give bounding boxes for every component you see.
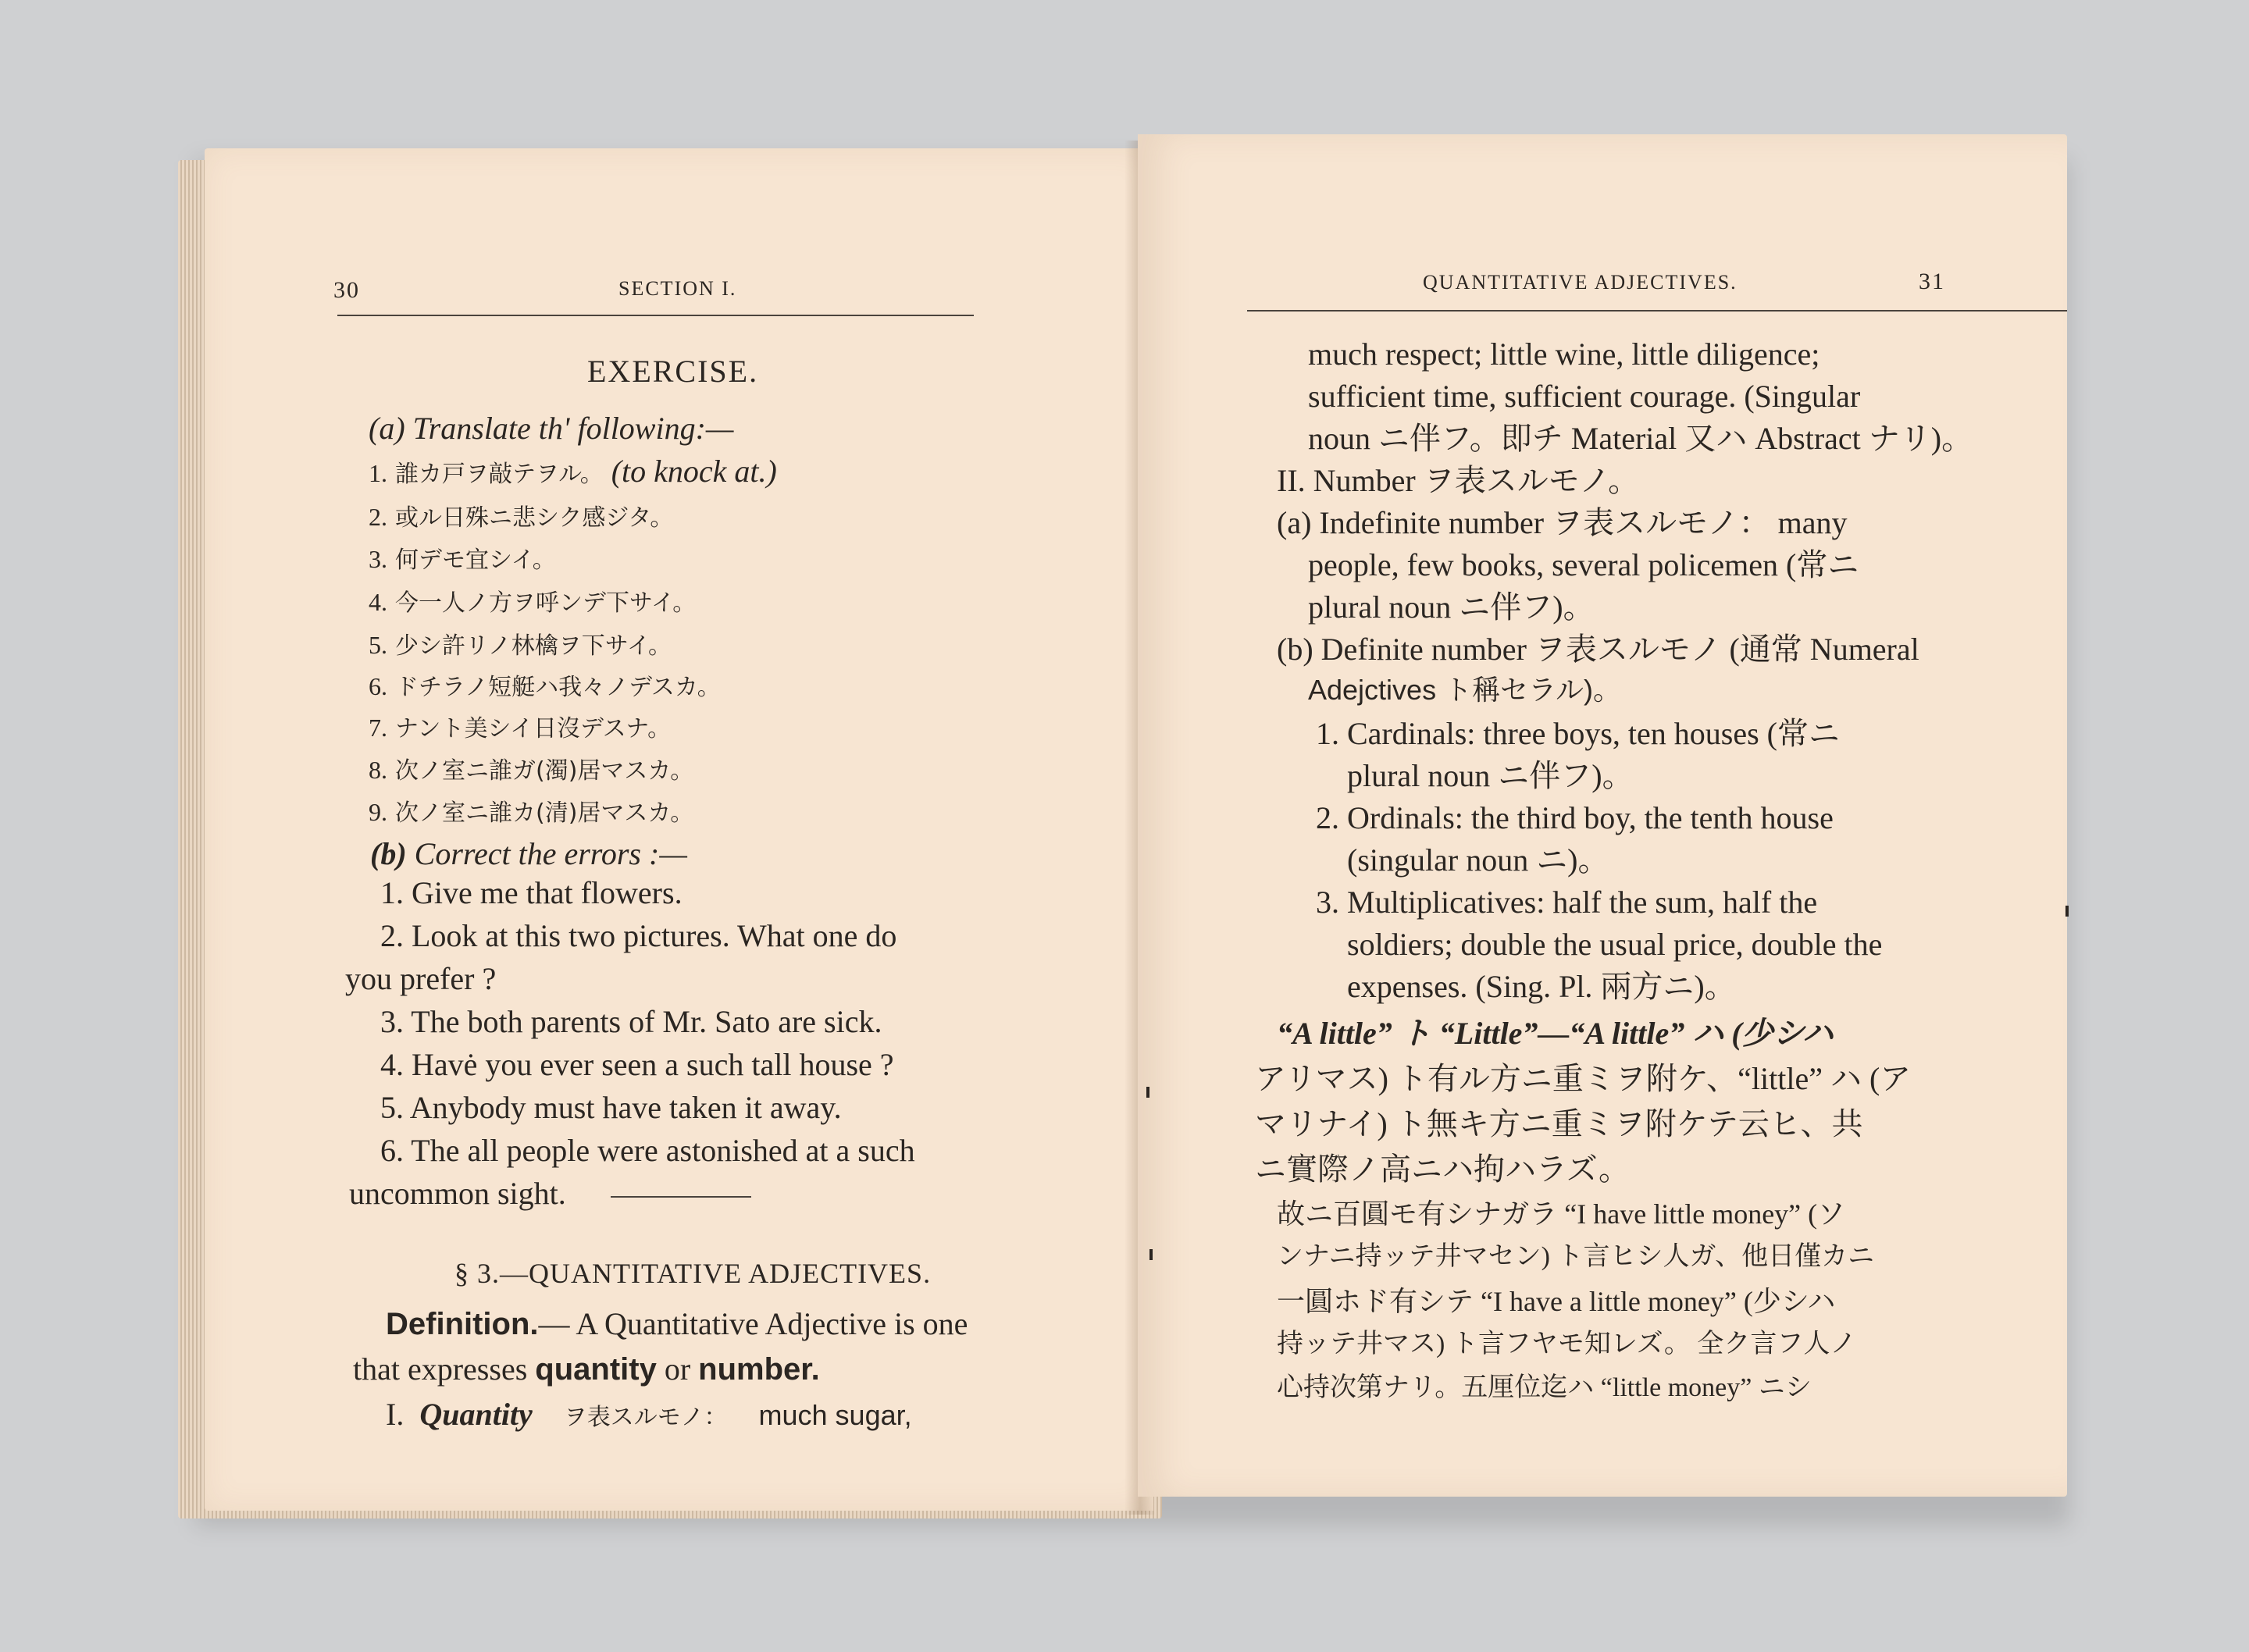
text-line: II. Number ヲ表スルモノ。: [1277, 463, 1640, 498]
part-a-label: (a): [369, 411, 405, 446]
text-line: Adejctives ト稱セラル)。: [1308, 674, 1621, 706]
item-number: 2.: [369, 503, 387, 531]
item-text: ドチラノ短艇ハ我々ノデスカ。: [395, 674, 721, 701]
left-header-rule: [337, 315, 974, 316]
part-a-heading: [369, 410, 733, 447]
item-text: 或ル日殊ニ悲シク感ジタ。: [395, 504, 674, 532]
definition-quantity: quantity: [535, 1352, 657, 1387]
translate-item: [369, 625, 672, 662]
part-b-heading: [370, 835, 687, 873]
item-number: 8.: [369, 756, 387, 784]
definition-number: number.: [698, 1352, 820, 1387]
translate-item: [369, 749, 693, 787]
translate-item: [369, 539, 556, 576]
item-number: 1.: [369, 459, 387, 487]
translate-item: [369, 582, 696, 619]
text-line: noun ニ伴フ。即チ Material 又ハ Abstract ナリ)。: [1308, 421, 1973, 456]
translate-item: [369, 453, 777, 490]
text-line: “A little” ト “Little”—“A little” ハ (少シハ: [1277, 1016, 1834, 1051]
text-line: 故ニ百圓モ有シナガラ “I have little money” (ソ: [1277, 1198, 1846, 1230]
left-running-head: SECTION I.: [618, 277, 737, 300]
right-page: [1138, 134, 2067, 1497]
text-line: sufficient time, sufficient courage. (Singular: [1308, 379, 1861, 414]
item-number: 3.: [369, 545, 387, 573]
part-b-label: (b): [370, 836, 407, 871]
binding-mark: [1149, 1249, 1153, 1260]
definition-or: or: [656, 1351, 699, 1387]
text-line: 3. Multiplicatives: half the sum, half the: [1316, 885, 1818, 920]
text-line: people, few books, several policemen (常ニ: [1308, 547, 1859, 582]
text-line: 一圓ホド有シテ “I have a little money” (少シハ: [1277, 1286, 1836, 1317]
quantity-line: [386, 1396, 912, 1433]
left-page-number: 30: [333, 277, 360, 303]
item-number: 6.: [369, 672, 387, 700]
text-line: 持ッテ井マス) ト言フヤモ知レズ。 全ク言フ人ノ: [1277, 1330, 1857, 1358]
error-line: uncommon sight.: [349, 1176, 566, 1211]
part-a-instruction: Translate th' following:—: [412, 411, 734, 446]
error-line: 6. The all people were astonished at a such: [380, 1133, 915, 1168]
definition-line-1: [386, 1305, 968, 1343]
item-note: (to knock at.): [611, 454, 777, 489]
text-line: (singular noun ニ)。: [1347, 842, 1609, 878]
item-text: 今一人ノ方ヲ呼ンデ下サイ。: [395, 589, 697, 617]
text-line: マリナイ) ト無キ方ニ重ミヲ附ケテ云ヒ、共: [1255, 1106, 1863, 1141]
error-line: 2. Look at this two pictures. What one do: [380, 918, 897, 953]
item-text: ナント美シイ日沒デスナ。: [395, 715, 672, 742]
right-running-head: QUANTITATIVE ADJECTIVES.: [1423, 271, 1738, 294]
error-line: 3. The both parents of Mr. Sato are sick.: [380, 1004, 882, 1039]
text-line: plural noun ニ伴フ)。: [1308, 589, 1595, 625]
section-heading: § 3.—QUANTITATIVE ADJECTIVES.: [454, 1258, 932, 1289]
exercise-title: EXERCISE.: [587, 354, 759, 389]
item-text: 少シ許リノ林檎ヲ下サイ。: [395, 632, 672, 660]
definition-term: Definition.: [386, 1307, 539, 1341]
text-line: アリマス) ト有ル方ニ重ミヲ附ケ、“little” ハ (ア: [1255, 1061, 1912, 1096]
item-text: 何デモ宜シイ。: [395, 547, 556, 574]
text-line: plural noun ニ伴フ)。: [1347, 758, 1634, 793]
definition-text: — A Quantitative Adjective is one: [538, 1306, 968, 1341]
text-line: much respect; little wine, little diligence;: [1308, 336, 1820, 372]
text-line: (b) Definite number ヲ表スルモノ (通常 Numeral: [1277, 632, 1919, 667]
text-line: soldiers; double the usual price, double the: [1347, 927, 1883, 962]
text-line: 2. Ordinals: the third boy, the tenth house: [1316, 800, 1834, 835]
definition-line-2: [353, 1351, 820, 1388]
item-number: 9.: [369, 798, 387, 826]
error-line: 5. Anybody must have taken it away.: [380, 1090, 842, 1125]
text-line: (a) Indefinite number ヲ表スルモノ： many: [1277, 505, 1848, 540]
quantity-num: I.: [386, 1397, 405, 1432]
text-line: 1. Cardinals: three boys, ten houses (常ニ: [1316, 716, 1840, 751]
error-line: 1. Give me that flowers.: [380, 875, 683, 910]
item-text: 次ノ室ニ誰カ(清)居マスカ。: [395, 799, 694, 827]
item-text: 次ノ室ニ誰ガ(濁)居マスカ。: [395, 757, 694, 785]
quantity-examples: much sugar,: [758, 1399, 912, 1431]
item-number: 7.: [369, 714, 387, 742]
left-page: [205, 148, 1153, 1511]
text-line: ニ實際ノ高ニハ拘ハラズ。: [1255, 1152, 1630, 1187]
text-line: 心持次第ナリ。五厘位迄ハ “little money” ニシ: [1277, 1373, 1812, 1402]
translate-item: [369, 666, 721, 703]
translate-item: [369, 707, 671, 745]
item-number: 5.: [369, 631, 387, 659]
quantity-jp: ヲ表スルモノ：: [563, 1404, 728, 1431]
item-text: 誰カ戸ヲ敲テヲル。: [395, 461, 604, 488]
error-line: 4. Havė you ever seen a such tall house ?: [380, 1047, 894, 1082]
binding-mark: [1146, 1087, 1149, 1098]
part-b-instruction: Correct the errors :—: [414, 836, 687, 871]
section-divider: [611, 1196, 751, 1198]
right-page-number: 31: [1919, 269, 1945, 294]
text-line: expenses. (Sing. Pl. 兩方ニ)。: [1347, 969, 1736, 1004]
translate-item: [369, 497, 673, 534]
quantity-term: Quantity: [419, 1397, 533, 1432]
text-line: ンナニ持ッテ井マセン) ト言ヒシ人ガ、他日僅カニ: [1277, 1242, 1875, 1271]
item-number: 4.: [369, 588, 387, 616]
edge-mark: [2065, 906, 2069, 917]
right-header-rule: [1247, 310, 2067, 312]
translate-item: [369, 792, 693, 829]
error-line: you prefer ?: [345, 961, 497, 996]
definition-text: that expresses: [353, 1351, 536, 1387]
